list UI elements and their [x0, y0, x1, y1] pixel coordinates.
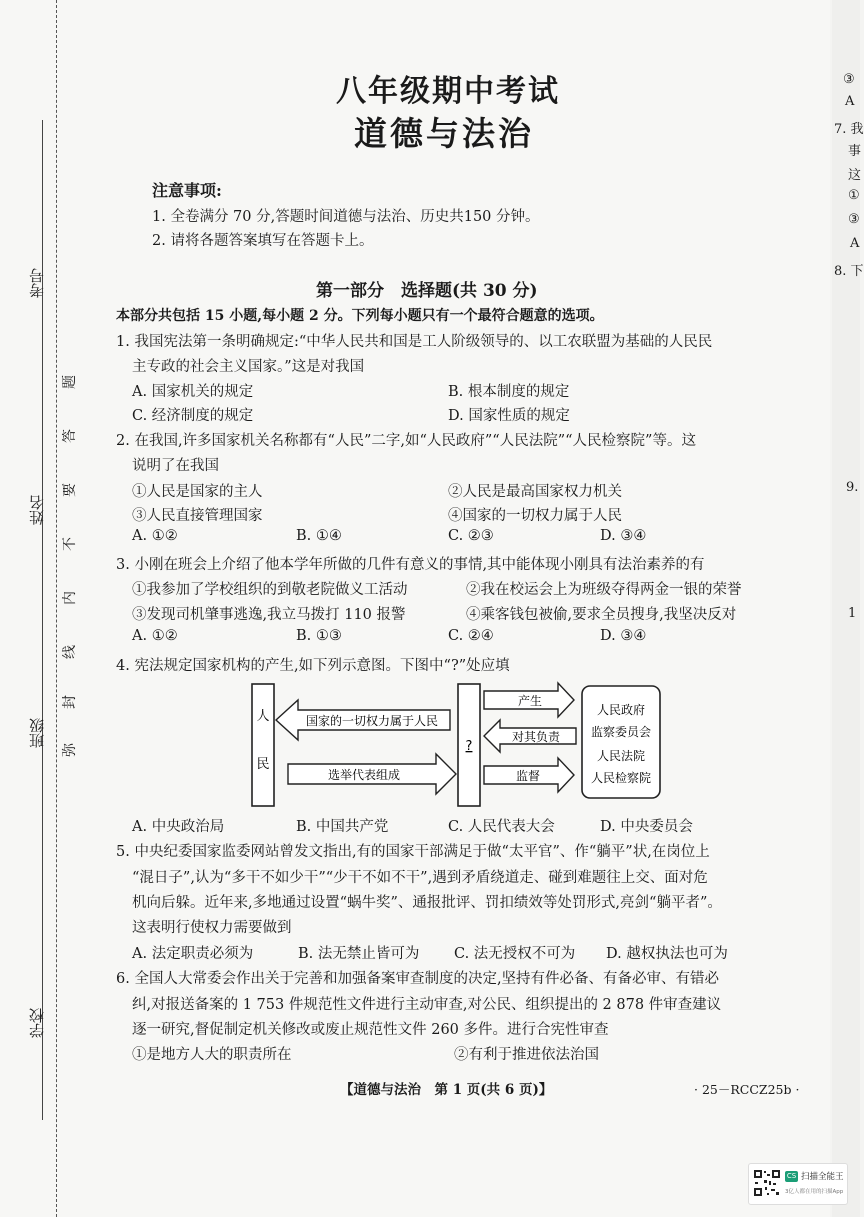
binding-dashed-line — [56, 0, 57, 1217]
arrow-power-belongs-label: 国家的一切权力属于人民 — [305, 714, 439, 728]
right-fragment-10: 9. — [846, 480, 859, 495]
field-xuexiao-label: 学校 — [28, 1008, 46, 1038]
q5-stem-1: 5. 中央纪委国家监委网站曾发文指出,有的国家干部满足于做“太平官”、作“躺平”状,在岗位上 — [116, 844, 710, 860]
arrow-produce-label: 产生 — [517, 694, 543, 708]
organ-2: 监察委员会 — [590, 725, 652, 739]
organ-3: 人民法院 — [596, 749, 646, 763]
organ-4: 人民检察院 — [590, 771, 652, 785]
q6-statement-1: ①是地方人大的职责所在 — [132, 1047, 292, 1063]
binding-warning-char: 内 — [62, 591, 78, 605]
q3-statement-4: ④乘客钱包被偷,要求全员搜身,我坚决反对 — [466, 607, 737, 623]
q1-option-b: B. 根本制度的规定 — [448, 384, 570, 400]
right-fragment-8: A — [850, 236, 860, 251]
q2-option-a: A. ①② — [132, 528, 178, 544]
exam-title: 八年级期中考试 — [336, 74, 560, 109]
q2-option-d: D. ③④ — [600, 528, 647, 544]
q3-option-b: B. ①③ — [296, 628, 342, 644]
q1-option-c: C. 经济制度的规定 — [132, 408, 254, 424]
q6-stem-3: 逐一研究,督促制定机关修改或废止规范性文件 260 多件。进行合宪性审查 — [132, 1022, 609, 1038]
q2-stem-1: 2. 在我国,许多国家机关名称都有“人民”二字,如“人民政府”“人民法院”“人民检察院”等。这 — [116, 433, 696, 449]
notes-item-1: 1. 全卷满分 70 分,答题时间道德与法治、历史共150 分钟。 — [152, 209, 540, 225]
q4-option-d: D. 中央委员会 — [600, 819, 693, 835]
arrow-responsible-label: 对其负责 — [511, 730, 561, 744]
right-fragment-7: ③ — [848, 212, 860, 227]
middle-box-question: ? — [465, 739, 473, 754]
q5-option-b: B. 法无禁止皆可为 — [298, 946, 420, 962]
q3-option-a: A. ①② — [132, 628, 178, 644]
binding-warning-char: 要 — [62, 483, 78, 497]
q1-option-d: D. 国家性质的规定 — [448, 408, 570, 424]
organ-1: 人民政府 — [596, 703, 646, 717]
q4-option-a: A. 中央政治局 — [132, 819, 225, 835]
q4-option-b: B. 中国共产党 — [296, 819, 389, 835]
q1-option-a: A. 国家机关的规定 — [132, 384, 254, 400]
q2-statement-3: ③人民直接管理国家 — [132, 508, 263, 524]
q4-stem-1: 4. 宪法规定国家机构的产生,如下列示意图。下图中“?”处应填 — [116, 658, 510, 674]
people-box-char-2: 民 — [256, 757, 270, 772]
qr-code-icon — [753, 1169, 781, 1197]
q5-option-c: C. 法无授权不可为 — [454, 946, 576, 962]
right-fragment-5: 这 — [848, 168, 862, 183]
paper-code: · 25－RCCZ25b · — [694, 1082, 800, 1097]
q2-option-c: C. ②③ — [448, 528, 494, 544]
right-fragment-3: 7. 我 — [834, 122, 864, 137]
q6-stem-2: 纠,对报送备案的 1 753 件规范性文件进行主动审查,对公民、组织提出的 2 878 件审查建议 — [132, 997, 722, 1013]
q4-option-c: C. 人民代表大会 — [448, 819, 555, 835]
field-kaohao-label: 考号 — [28, 268, 46, 298]
q2-option-b: B. ①④ — [296, 528, 342, 544]
scanner-app-name: 扫描全能王 — [801, 1172, 844, 1182]
right-fragment-1: ③ — [843, 72, 855, 87]
q6-stem-1: 6. 全国人大常委会作出关于完善和加强备案审查制度的决定,坚持有件必备、有备必审、有错必 — [116, 971, 720, 987]
notes-item-2: 2. 请将各题答案填写在答题卡上。 — [152, 233, 374, 249]
arrow-supervise-label: 监督 — [515, 769, 541, 783]
page-footer: 【道德与法治 第 1 页(共 6 页)】 — [340, 1082, 553, 1098]
q5-stem-4: 这表明行使权力需要做到 — [132, 920, 292, 936]
field-banji-label: 班级 — [28, 718, 46, 748]
q1-stem-2: 主专政的社会主义国家。”这是对我国 — [132, 359, 365, 375]
people-box-char-1: 人 — [256, 709, 270, 724]
q5-option-a: A. 法定职责必须为 — [132, 946, 254, 962]
q2-statement-1: ①人民是国家的主人 — [132, 484, 263, 500]
subject-title: 道德与法治 — [354, 114, 534, 153]
q5-option-d: D. 越权执法也可为 — [606, 946, 728, 962]
people-box — [252, 684, 274, 806]
field-xingming-label: 姓名 — [28, 495, 46, 525]
right-fragment-2: A — [845, 94, 855, 109]
binding-warning-char: 封 — [62, 695, 78, 709]
q3-statement-1: ①我参加了学校组织的到敬老院做义工活动 — [132, 582, 408, 598]
q5-stem-2: “混日子”,认为“多干不如少干”“少干不如不干”,遇到矛盾绕道走、碰到难题往上交、面对危 — [132, 870, 708, 886]
binding-warning-char: 答 — [62, 429, 78, 443]
binding-warning-char: 不 — [62, 537, 78, 551]
notes-heading: 注意事项: — [152, 181, 222, 200]
right-fragment-9: 8. 下 — [834, 264, 864, 279]
q3-stem-1: 3. 小刚在班会上介绍了他本学年所做的几件有意义的事情,其中能体现小刚具有法治素养的有 — [116, 557, 705, 573]
binding-warning-char: 题 — [62, 375, 78, 389]
binding-warning-char: 弥 — [62, 743, 78, 757]
scanner-watermark — [748, 1163, 848, 1205]
binding-warning-char: 线 — [62, 645, 78, 659]
q3-option-c: C. ②④ — [448, 628, 494, 644]
q3-option-d: D. ③④ — [600, 628, 647, 644]
q4-diagram — [240, 680, 680, 810]
q1-stem-1: 1. 我国宪法第一条明确规定:“中华人民共和国是工人阶级领导的、以工农联盟为基础的人民民 — [116, 334, 713, 350]
q6-statement-2: ②有利于推进依法治国 — [454, 1047, 599, 1063]
q2-statement-4: ④国家的一切权力属于人民 — [448, 508, 622, 524]
right-fragment-4: 事 — [848, 144, 862, 159]
section-intro: 本部分共包括 15 小题,每小题 2 分。下列每小题只有一个最符合题意的选项。 — [116, 308, 604, 324]
scanner-app-sub: 3亿人都在用的扫描App — [785, 1189, 844, 1195]
q3-statement-3: ③发现司机肇事逃逸,我立马拨打 110 报警 — [132, 607, 406, 623]
q2-statement-2: ②人民是最高国家权力机关 — [448, 484, 622, 500]
arrow-elect-label: 选举代表组成 — [327, 768, 401, 782]
q5-stem-3: 机向后躲。近年来,多地通过设置“蜗牛奖”、通报批评、罚扣绩效等处罚形式,亮剑“躺平者”。 — [132, 895, 722, 911]
scanner-badge: CS — [786, 1172, 797, 1180]
right-fragment-6: ① — [848, 188, 860, 203]
q3-statement-2: ②我在校运会上为班级夺得两金一银的荣誉 — [466, 582, 742, 598]
q2-stem-2: 说明了在我国 — [132, 458, 219, 474]
section-title: 第一部分 选择题(共 30 分) — [316, 281, 538, 301]
right-fragment-11: 1 — [848, 606, 857, 621]
